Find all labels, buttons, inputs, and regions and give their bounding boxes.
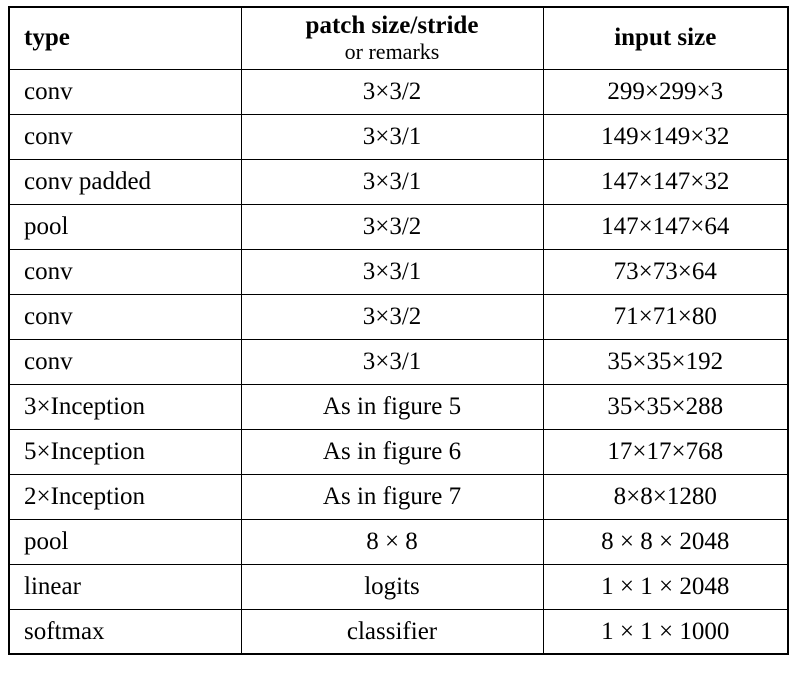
cell-patch: 3×3/1: [241, 159, 543, 204]
cell-input: 8×8×1280: [543, 474, 788, 519]
cell-patch: 3×3/2: [241, 204, 543, 249]
cell-input: 35×35×288: [543, 384, 788, 429]
table-row: [9, 429, 788, 474]
table-row: [9, 384, 788, 429]
cell-type: 5×Inception: [9, 429, 241, 474]
cell-type: conv: [9, 114, 241, 159]
cell-type: softmax: [9, 609, 241, 654]
table-row: [9, 609, 788, 654]
cell-type: 3×Inception: [9, 384, 241, 429]
cell-patch: classifier: [241, 609, 543, 654]
table-row: [9, 249, 788, 294]
cell-patch: logits: [241, 564, 543, 609]
table-row: [9, 69, 788, 114]
cell-input: 1 × 1 × 1000: [543, 609, 788, 654]
cell-patch: As in figure 5: [241, 384, 543, 429]
cell-type: pool: [9, 204, 241, 249]
column-header-input-size: [543, 7, 788, 69]
cell-patch: 8 × 8: [241, 519, 543, 564]
table-row: [9, 204, 788, 249]
column-header-type-label: type: [24, 24, 70, 52]
architecture-table: [8, 6, 789, 655]
cell-patch: 3×3/1: [241, 339, 543, 384]
cell-input: 71×71×80: [543, 294, 788, 339]
table-row: [9, 339, 788, 384]
cell-type: linear: [9, 564, 241, 609]
table-row: [9, 159, 788, 204]
column-header-patch-size-label: patch size/stride: [305, 12, 479, 40]
cell-type: conv: [9, 294, 241, 339]
cell-type: pool: [9, 519, 241, 564]
cell-patch: 3×3/2: [241, 294, 543, 339]
cell-type: conv padded: [9, 159, 241, 204]
table-header-row: [9, 7, 788, 69]
column-header-patch-size: [241, 7, 543, 69]
column-header-patch-size-sublabel: or remarks: [344, 39, 440, 65]
cell-input: 8 × 8 × 2048: [543, 519, 788, 564]
cell-input: 17×17×768: [543, 429, 788, 474]
cell-type: conv: [9, 249, 241, 294]
cell-patch: 3×3/2: [241, 69, 543, 114]
cell-patch: 3×3/1: [241, 114, 543, 159]
cell-patch: As in figure 6: [241, 429, 543, 474]
cell-input: 73×73×64: [543, 249, 788, 294]
column-header-type: [9, 7, 241, 69]
cell-input: 299×299×3: [543, 69, 788, 114]
table-row: [9, 564, 788, 609]
cell-type: 2×Inception: [9, 474, 241, 519]
cell-type: conv: [9, 339, 241, 384]
cell-input: 147×147×32: [543, 159, 788, 204]
table-row: [9, 114, 788, 159]
table-row: [9, 519, 788, 564]
cell-type: conv: [9, 69, 241, 114]
table-row: [9, 294, 788, 339]
cell-patch: As in figure 7: [241, 474, 543, 519]
cell-input: 149×149×32: [543, 114, 788, 159]
column-header-input-size-label: input size: [614, 24, 717, 52]
cell-input: 1 × 1 × 2048: [543, 564, 788, 609]
cell-input: 147×147×64: [543, 204, 788, 249]
cell-patch: 3×3/1: [241, 249, 543, 294]
cell-input: 35×35×192: [543, 339, 788, 384]
table-row: [9, 474, 788, 519]
